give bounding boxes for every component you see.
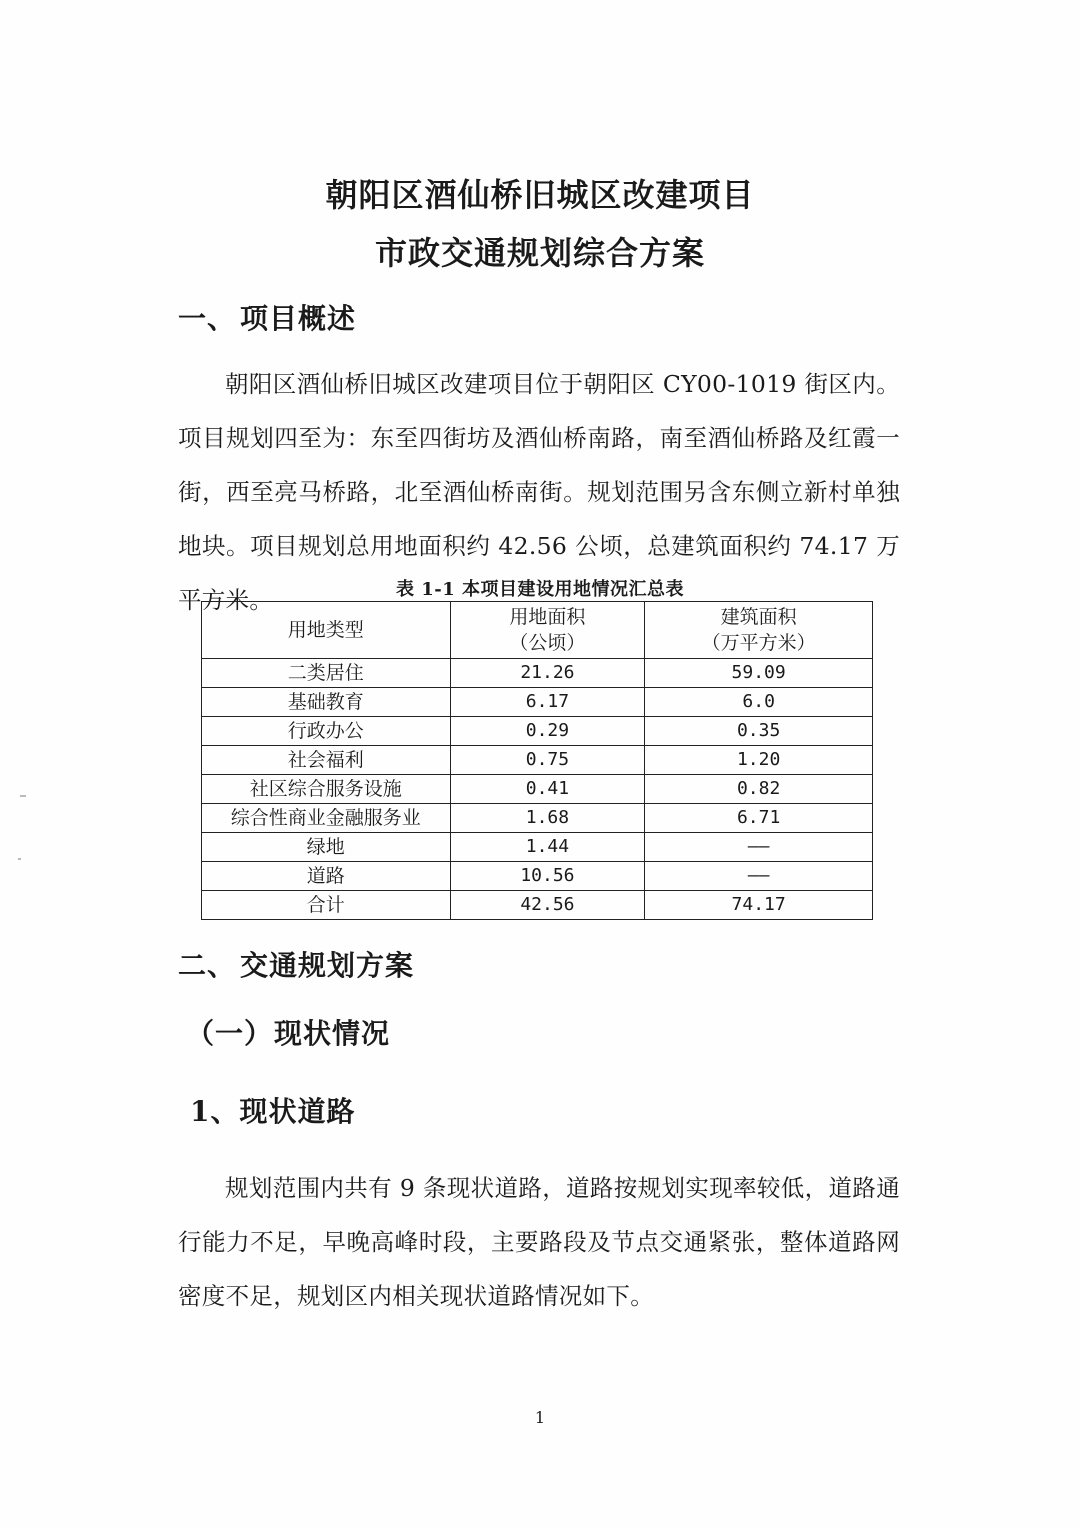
cell-building-area: 0.35 [645,717,873,746]
page-number: 1 [534,1408,546,1427]
cell-land-type: 基础教育 [202,688,451,717]
table-header-row [202,602,873,659]
cell-building-area: —— [645,862,873,891]
section1-heading [178,297,356,337]
table-row [202,804,873,833]
land-use-table [201,601,873,920]
item1-paragraph-block [178,1161,900,1323]
cell-building-area: —— [645,833,873,862]
cell-building-area: 1.20 [645,746,873,775]
header-building-area [645,602,873,659]
cell-land-area: 10.56 [450,862,645,891]
cell-building-area: 74.17 [645,891,873,920]
table-row [202,775,873,804]
header-land-area-line2: （公顷） [509,632,586,654]
header-land-type: 用地类型 [202,602,451,659]
document-title-line1: 朝阳区酒仙桥旧城区改建项目 [325,176,755,214]
subsection1-title: 现状情况 [274,1017,391,1050]
cell-land-area: 0.29 [450,717,645,746]
cell-building-area: 6.0 [645,688,873,717]
cell-land-type: 行政办公 [202,717,451,746]
cell-building-area: 0.82 [645,775,873,804]
subsection1-heading [186,1012,390,1052]
header-building-area-line1: 建筑面积 [720,606,797,628]
table-row [202,746,873,775]
item1-paragraph: 规划范围内共有 9 条现状道路，道路按规划实现率较低，道路通行能力不足，早晚高峰时段，主要路段及节点交通紧张，整体道路网密度不足，规划区内相关现状道路情况如下。 [178,1174,900,1310]
section2-number: 二、 [178,949,237,982]
header-land-area-line1: 用地面积 [509,606,586,628]
subsection1-number: （一） [186,1017,274,1050]
table-row [202,833,873,862]
section1-title: 项目概述 [240,302,357,335]
cell-land-area: 42.56 [450,891,645,920]
scan-speck [18,858,21,860]
cell-land-type: 二类居住 [202,659,451,688]
table-caption: 表 1-1 本项目建设用地情况汇总表 [395,579,685,600]
cell-land-type: 综合性商业金融服务业 [202,804,451,833]
table-row [202,717,873,746]
cell-land-area: 6.17 [450,688,645,717]
section1-paragraph: 朝阳区酒仙桥旧城区改建项目位于朝阳区 CY00-1019 街区内。项目规划四至为：东至四街坊及酒仙桥南路，南至酒仙桥路及红霞一街，西至亮马桥路，北至酒仙桥南街。规划范围另含东侧立新村单独地块。项目规划总用地面积约 42.56 公顷，总建筑面积约 74.17 万平方米。 [178,370,900,614]
header-building-area-line2: （万平方米） [701,632,816,654]
table-total-row [202,891,873,920]
cell-land-type: 社会福利 [202,746,451,775]
cell-land-type: 绿地 [202,833,451,862]
cell-land-type: 社区综合服务设施 [202,775,451,804]
cell-land-area: 0.75 [450,746,645,775]
cell-building-area: 6.71 [645,804,873,833]
section1-number: 一、 [178,302,237,335]
cell-land-type: 道路 [202,862,451,891]
cell-land-area: 0.41 [450,775,645,804]
cell-land-type: 合计 [202,891,451,920]
table-row [202,688,873,717]
cell-land-area: 1.44 [450,833,645,862]
item1-heading: 1、现状道路 [190,1095,356,1128]
header-land-area [450,602,645,659]
section2-heading [178,944,414,984]
table-row [202,862,873,891]
document-title-line2: 市政交通规划综合方案 [374,234,705,272]
cell-land-area: 21.26 [450,659,645,688]
table-row [202,659,873,688]
scan-speck [20,795,26,797]
cell-land-area: 1.68 [450,804,645,833]
cell-building-area: 59.09 [645,659,873,688]
section2-title: 交通规划方案 [240,949,415,982]
